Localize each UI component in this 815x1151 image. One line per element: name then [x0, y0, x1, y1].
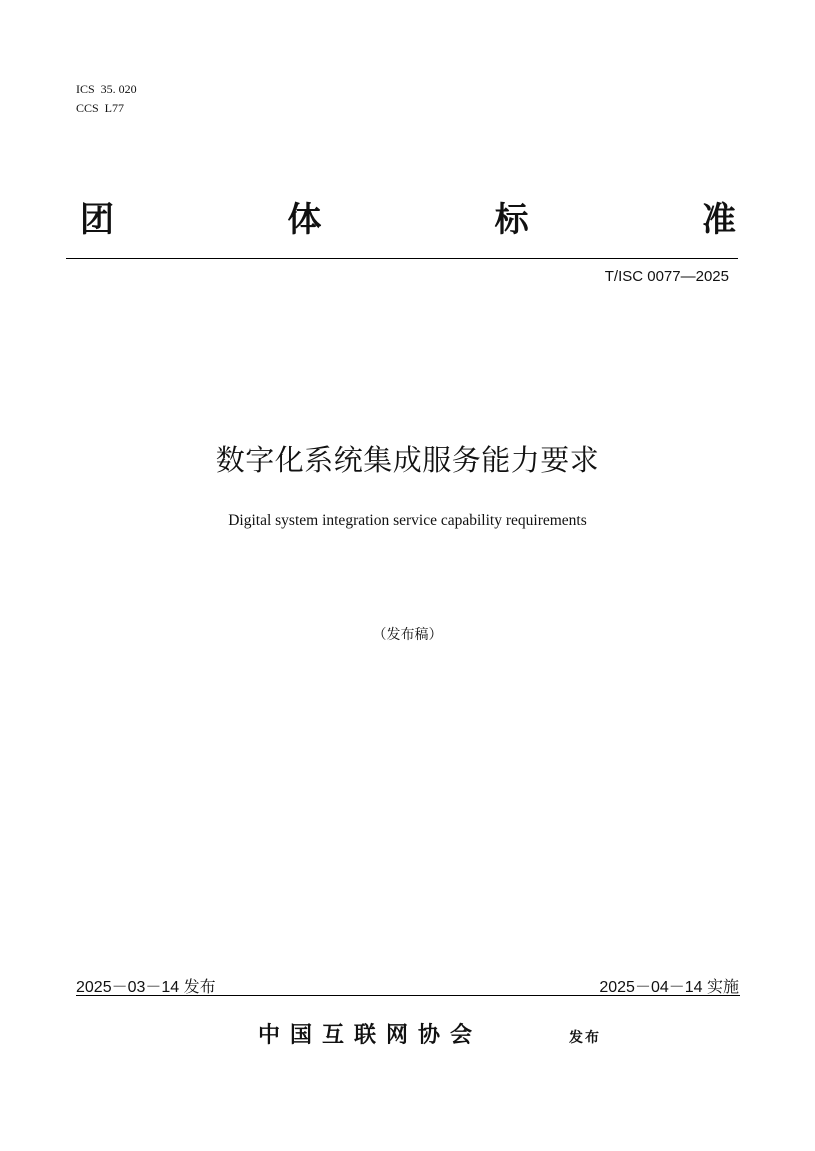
classification-codes: [76, 80, 137, 118]
implementation-date: 2025－04－14 实施: [599, 979, 739, 996]
document-title-chinese: 数字化系统集成服务能力要求: [215, 443, 600, 477]
ccs-code: CCS L77: [76, 101, 125, 115]
header-divider: [66, 258, 738, 259]
publisher-name: 中国互联网协会: [258, 1023, 483, 1048]
standard-type-char: 准: [701, 200, 736, 240]
standard-number: T/ISC 0077—2025: [604, 268, 729, 285]
ics-code: ICS 35. 020: [76, 82, 137, 96]
draft-status: （发布稿）: [372, 627, 443, 643]
document-title-english: Digital system integration service capability requirements: [228, 512, 587, 529]
issue-date: 2025－03－14 发布: [76, 979, 216, 996]
footer-divider: [76, 995, 740, 996]
standard-type-char: 体: [287, 200, 322, 240]
standard-type-char: 标: [494, 200, 529, 240]
standard-type-heading: [80, 198, 736, 242]
standard-type-char: 团: [80, 200, 114, 240]
publish-label: 发布: [569, 1030, 601, 1046]
